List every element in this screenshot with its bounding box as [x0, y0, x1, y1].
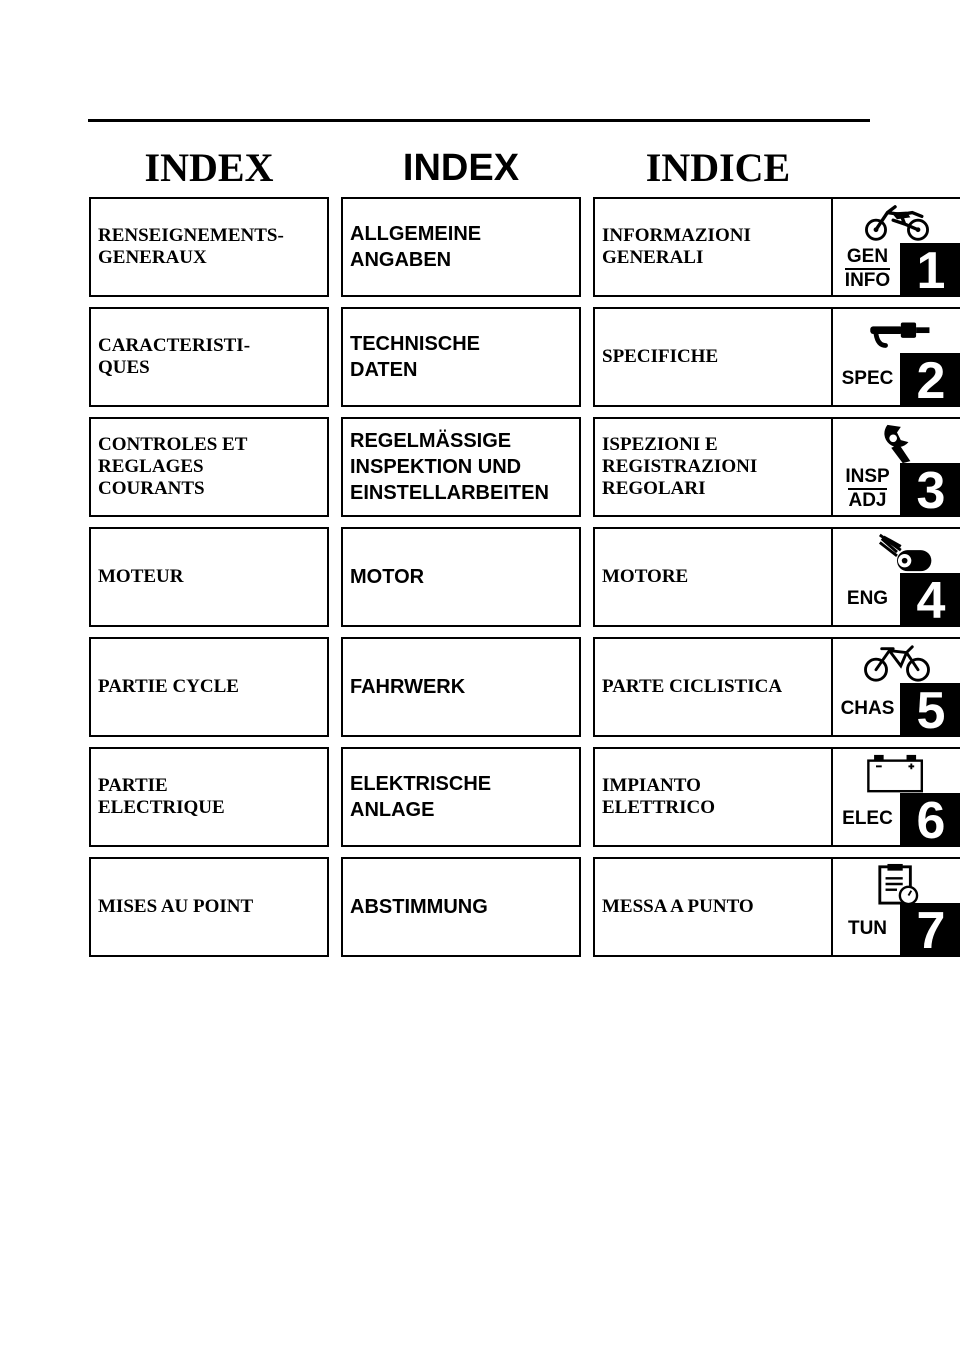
section-de-box — [341, 307, 581, 407]
bicycle-frame-icon — [857, 643, 937, 685]
tab-abbreviation-line: CHAS — [840, 698, 895, 719]
section-it-text — [602, 434, 827, 500]
section-de-line: FAHRWERK — [350, 676, 466, 698]
section-tab[interactable] — [831, 637, 960, 740]
tab-abbreviation — [833, 683, 902, 735]
section-de-line: ELEKTRISCHE — [350, 773, 492, 795]
section-de-line: TECHNISCHE — [350, 333, 481, 355]
tab-abbreviation — [833, 573, 902, 625]
section-it-box — [593, 417, 960, 520]
section-fr-box — [89, 527, 329, 627]
section-it-box — [593, 747, 960, 850]
section-it-line: GENERALI — [602, 247, 704, 268]
section-de-line: EINSTELLARBEITEN — [350, 482, 549, 504]
section-fr-line: ELECTRIQUE — [98, 797, 225, 818]
section-fr-box — [89, 747, 329, 847]
section-fr-box — [89, 637, 329, 737]
section-de-box — [341, 527, 581, 627]
section-de-line: ABSTIMMUNG — [350, 896, 488, 918]
spanner-icon — [857, 423, 937, 465]
section-it-line: MOTORE — [602, 566, 689, 587]
tab-number: 6 — [900, 793, 960, 845]
section-fr-line: PARTIE CYCLE — [98, 676, 239, 697]
tab-abbreviation-line: SPEC — [841, 368, 894, 389]
section-de-line: DATEN — [350, 359, 418, 381]
tab-abbreviation — [833, 243, 902, 295]
heading-french: INDEX — [144, 145, 274, 190]
section-tab[interactable] — [831, 747, 960, 850]
section-fr-box — [89, 307, 329, 407]
section-it-text — [602, 775, 827, 819]
section-fr-box — [89, 857, 329, 957]
section-de-line: ANGABEN — [350, 249, 452, 271]
tab-abbreviation-line: INFO — [844, 270, 891, 291]
section-it-line: IMPIANTO — [602, 775, 701, 796]
section-fr-line: QUES — [98, 357, 150, 378]
section-it-line: ISPEZIONI E — [602, 434, 718, 455]
section-fr-line: MISES AU POINT — [98, 896, 254, 917]
section-de-line: REGELMÄSSIGE — [350, 430, 512, 452]
section-it-text — [602, 346, 827, 368]
section-it-line: SPECIFICHE — [602, 346, 719, 367]
section-fr-line: MOTEUR — [98, 566, 184, 587]
section-tab[interactable] — [831, 417, 960, 520]
section-fr-line: CONTROLES ET — [98, 434, 248, 455]
section-it-line: PARTE CICLISTICA — [602, 676, 783, 697]
section-fr-line: PARTIE — [98, 775, 168, 796]
section-de-box — [341, 857, 581, 957]
section-de-box — [341, 417, 581, 517]
tab-abbreviation-line: ELEC — [842, 808, 893, 829]
section-it-box — [593, 307, 960, 410]
tab-abbreviation-line: TUN — [847, 918, 888, 939]
tab-abbreviation — [833, 353, 902, 405]
section-it-text — [602, 676, 827, 698]
section-it-box — [593, 527, 960, 630]
section-tab[interactable] — [831, 527, 960, 630]
tab-abbreviation — [833, 903, 902, 955]
motorcycle-icon — [857, 203, 937, 245]
section-fr-box — [89, 417, 329, 517]
section-de-line: INSPEKTION UND — [350, 456, 522, 478]
tab-abbreviation-line: GEN — [846, 246, 889, 267]
tab-number: 3 — [900, 463, 960, 515]
tab-number: 2 — [900, 353, 960, 405]
heading-german: INDEX — [402, 147, 520, 189]
section-de-box — [341, 747, 581, 847]
section-it-text — [602, 896, 827, 918]
section-fr-line: GENERAUX — [98, 247, 207, 268]
section-it-line: MESSA A PUNTO — [602, 896, 754, 917]
tab-abbreviation — [833, 793, 902, 845]
section-it-line: REGOLARI — [602, 478, 706, 499]
section-it-text — [602, 225, 827, 269]
tab-number: 7 — [900, 903, 960, 955]
section-fr-line: COURANTS — [98, 478, 205, 499]
tab-abbreviation — [833, 463, 902, 515]
engine-icon — [857, 533, 937, 575]
wrench-icon — [857, 313, 937, 355]
section-fr-line: REGLAGES — [98, 456, 204, 477]
tab-abbreviation-line: INSP — [845, 466, 890, 487]
section-tab[interactable] — [831, 197, 960, 300]
section-tab[interactable] — [831, 857, 960, 960]
clipboard-stopwatch-icon — [857, 863, 937, 905]
section-it-line: ELETTRICO — [602, 797, 715, 818]
section-de-line: ALLGEMEINE — [350, 223, 482, 245]
tab-number: 5 — [900, 683, 960, 735]
tab-abbreviation-line: ADJ — [848, 490, 887, 511]
section-it-box — [593, 637, 960, 740]
section-it-box — [593, 197, 960, 300]
section-it-text — [602, 566, 827, 588]
section-de-box — [341, 637, 581, 737]
tab-number: 4 — [900, 573, 960, 625]
tab-number: 1 — [900, 243, 960, 295]
heading-italian: INDICE — [645, 145, 791, 190]
top-rule — [88, 119, 870, 122]
battery-icon — [857, 753, 937, 795]
section-de-line: ANLAGE — [350, 799, 435, 821]
section-de-line: MOTOR — [350, 566, 425, 588]
tab-abbreviation-line: ENG — [846, 588, 889, 609]
section-it-box — [593, 857, 960, 960]
section-tab[interactable] — [831, 307, 960, 410]
section-it-line: REGISTRAZIONI — [602, 456, 758, 477]
section-fr-line: CARACTERISTI- — [98, 335, 251, 356]
section-it-line: INFORMAZIONI — [602, 225, 751, 246]
section-fr-box — [89, 197, 329, 297]
section-fr-line: RENSEIGNEMENTS- — [98, 225, 284, 246]
section-de-box — [341, 197, 581, 297]
